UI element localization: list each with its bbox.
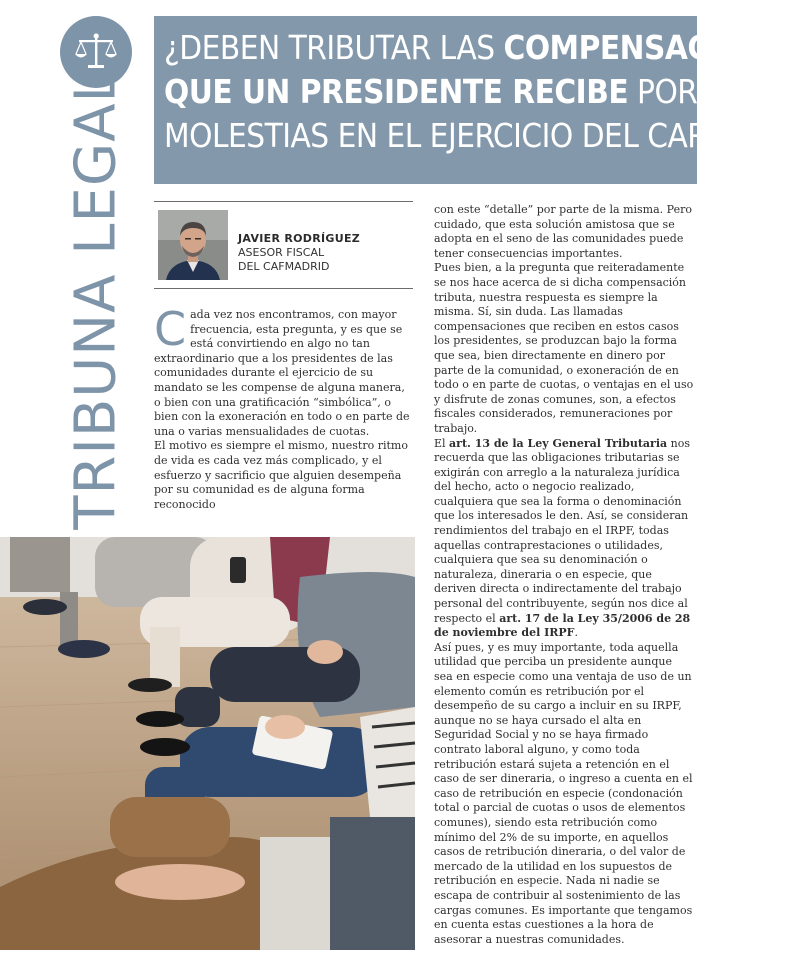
headline-line-2 [164, 70, 762, 114]
headline-bold-text: QUE UN PRESIDENTE RECIBE [164, 72, 629, 111]
author-role-line: ASESOR FISCAL [238, 246, 325, 259]
article-paragraph: El motivo es siempre el mismo, nuestro ritmo de vida es cada vez más complicado, y el esfuerzo y sacrificio que alguien desempeña por su comunidad es de alguna forma reconocido [154, 439, 408, 511]
author-name: JAVIER RODRÍGUEZ [238, 232, 361, 245]
article-paragraph [434, 437, 694, 641]
law-reference: art. 13 de la Ley General Tributaria [449, 436, 668, 450]
headline-banner [154, 16, 809, 184]
author-block [154, 201, 413, 289]
article-paragraph: con este “detalle” por parte de la misma. Pero cuidado, que esta solución amistosa que se adopta en el seno de las comunidades puede tener consecuencias importantes. [434, 203, 692, 260]
paragraph-text: ada vez nos encontramos, con mayor frecuencia, esta pregunta, y es que se está convirtiendo en algo no tan extraordinario que a los presidentes de las comunidades durante el ejercicio de su mandato se les compense de alguna manera, o bien con una gratificación “simbólica”, o bien con la exoneración en todo o en parte de una o varias mensualidades de cuotas. [154, 308, 410, 438]
article-paragraph: Pues bien, a la pregunta que reiteradamente se nos hace acerca de si dicha compensación tributa, nuestra respuesta es siempre la misma. Sí, sin duda. Las llamadas compensaciones que reciben en estos casos los presidentes, se produzcan bajo la forma que sea, bien directamente en dinero por parte de la comunidad, o exoneración de en todo o en parte de cuotas, o ventajas en el uso y disfrute de zonas comunes, son, a efectos fiscales considerados, remuneraciones por trabajo. [434, 261, 694, 435]
author-role [238, 246, 408, 274]
paragraph-text: . [574, 626, 578, 640]
balance-scale-icon [74, 30, 118, 74]
author-role-line: DEL CAFMADRID [238, 260, 330, 273]
headline-light-text: POR LAS [628, 72, 762, 111]
headline-bold-text: COMPENSACIONES [503, 28, 809, 67]
law-reference: art. 17 de la Ley 35/2006 de 28 de noviembre del IRPF [434, 611, 691, 640]
headline-line-3: MOLESTIAS EN EL EJERCICIO DEL CARGO? [164, 116, 769, 155]
meeting-photo [0, 537, 415, 950]
article-paragraph: Así pues, y es muy importante, toda aquella utilidad que perciba un presidente aunque sea en especie como una ventaja de uso de un elemento común es retribución por el desempeño de su cargo a incluir en su IRPF, aunque no se haya cursado el alta en Seguridad Social y no se haya firmado contrato laboral alguno, y como toda retribución estará sujeta a retención en el caso de ser dineraria, o ingreso a cuenta en el caso de retribución en especie (condonación total o parcial de cuotas o usos de elementos comunes), siendo esta retribución como mínimo del 2% de su importe, en aquellos casos de retribución dineraria, o del valor de mercado de la utilidad en los supuestos de retribución en especie. Nada ni nadie se escapa de contribuir al sostenimiento de las cargas comunes. Es importante que tengamos en cuenta estas cuestiones a la hora de asesorar a nuestras comunidades. [434, 640, 693, 946]
author-avatar [158, 210, 228, 280]
article-column-right [434, 203, 694, 947]
headline-line-1 [164, 26, 809, 70]
headline-light-text: ¿DEBEN TRIBUTAR LAS [164, 28, 504, 67]
paragraph-text: El [434, 436, 450, 450]
article-column-left [154, 302, 414, 512]
section-label: TRIBUNA LEGAL [63, 70, 129, 530]
paragraph-text: nos recuerda que las obligaciones tributarias se exigirán con arreglo a la naturaleza jurídica del hecho, acto o negocio realizado, cualquiera que sea la forma o denominación que los interesados le den. Así, se consideran rendimientos del trabajo en el IRPF, todas aquellas contraprestaciones o utilidades, cualquiera que sea su denominación o naturaleza, dineraria o en especie, que deriven directa o indirectamente del trabajo personal del contribuyente, según nos dice al respecto el [434, 436, 690, 625]
drop-cap: C [154, 302, 187, 356]
article-paragraph [154, 302, 414, 439]
